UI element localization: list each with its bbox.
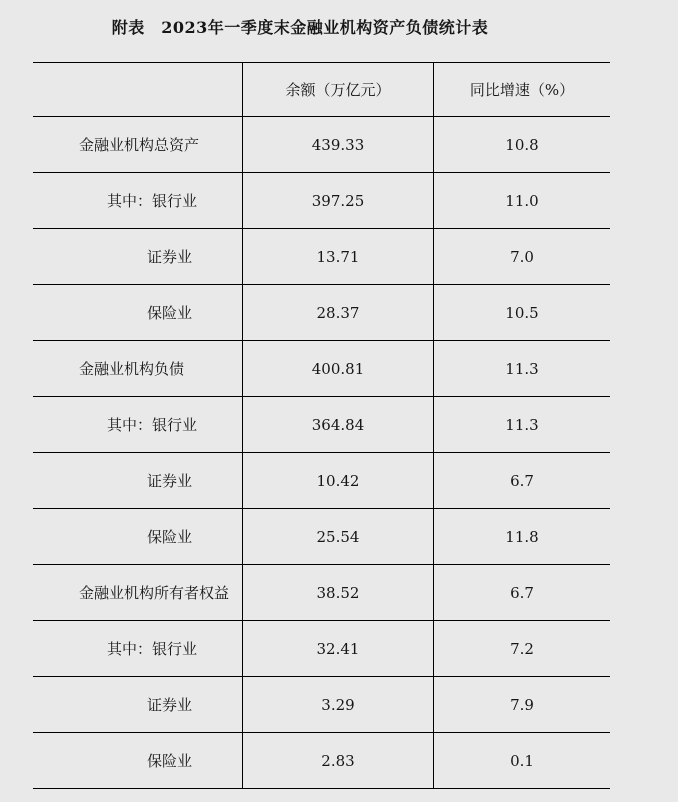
growth-value: 0.1 (434, 733, 611, 789)
header-cell-balance: 余额（万亿元） (243, 63, 434, 117)
table-row (33, 677, 610, 733)
growth-value: 6.7 (434, 565, 611, 621)
header-cell-empty (33, 63, 243, 117)
growth-value: 10.5 (434, 285, 611, 341)
growth-value: 11.3 (434, 341, 611, 397)
row-label: 证券业 (33, 229, 243, 285)
table-row (33, 117, 610, 173)
table-row (33, 509, 610, 565)
balance-value: 364.84 (243, 397, 434, 453)
page-title: 附表 2023年一季度末金融业机构资产负债统计表 (111, 18, 489, 37)
balance-value: 28.37 (243, 285, 434, 341)
row-label: 其中：银行业 (33, 173, 243, 229)
growth-value: 11.8 (434, 509, 611, 565)
row-label: 金融业机构负债 (33, 341, 243, 397)
balance-value: 439.33 (243, 117, 434, 173)
table-row (33, 341, 610, 397)
balance-value: 2.83 (243, 733, 434, 789)
table-header-row (33, 63, 610, 117)
row-label: 金融业机构所有者权益 (33, 565, 243, 621)
header-cell-growth: 同比增速（%） (434, 63, 611, 117)
balance-value: 25.54 (243, 509, 434, 565)
table-row (33, 565, 610, 621)
balance-value: 400.81 (243, 341, 434, 397)
growth-value: 11.0 (434, 173, 611, 229)
balance-value: 397.25 (243, 173, 434, 229)
table-row (33, 453, 610, 509)
balance-value: 3.29 (243, 677, 434, 733)
balance-value: 38.52 (243, 565, 434, 621)
table-row (33, 397, 610, 453)
row-label: 证券业 (33, 453, 243, 509)
growth-value: 10.8 (434, 117, 611, 173)
balance-value: 10.42 (243, 453, 434, 509)
table-row (33, 229, 610, 285)
table-row (33, 733, 610, 789)
growth-value: 11.3 (434, 397, 611, 453)
balance-value: 32.41 (243, 621, 434, 677)
table-row (33, 173, 610, 229)
table-row (33, 621, 610, 677)
growth-value: 6.7 (434, 453, 611, 509)
row-label: 保险业 (33, 285, 243, 341)
row-label: 保险业 (33, 509, 243, 565)
growth-value: 7.9 (434, 677, 611, 733)
growth-value: 7.0 (434, 229, 611, 285)
growth-value: 7.2 (434, 621, 611, 677)
table-row (33, 285, 610, 341)
row-label: 其中：银行业 (33, 397, 243, 453)
balance-value: 13.71 (243, 229, 434, 285)
financial-statistics-table (33, 62, 610, 789)
row-label: 证券业 (33, 677, 243, 733)
row-label: 保险业 (33, 733, 243, 789)
row-label: 其中：银行业 (33, 621, 243, 677)
row-label: 金融业机构总资产 (33, 117, 243, 173)
